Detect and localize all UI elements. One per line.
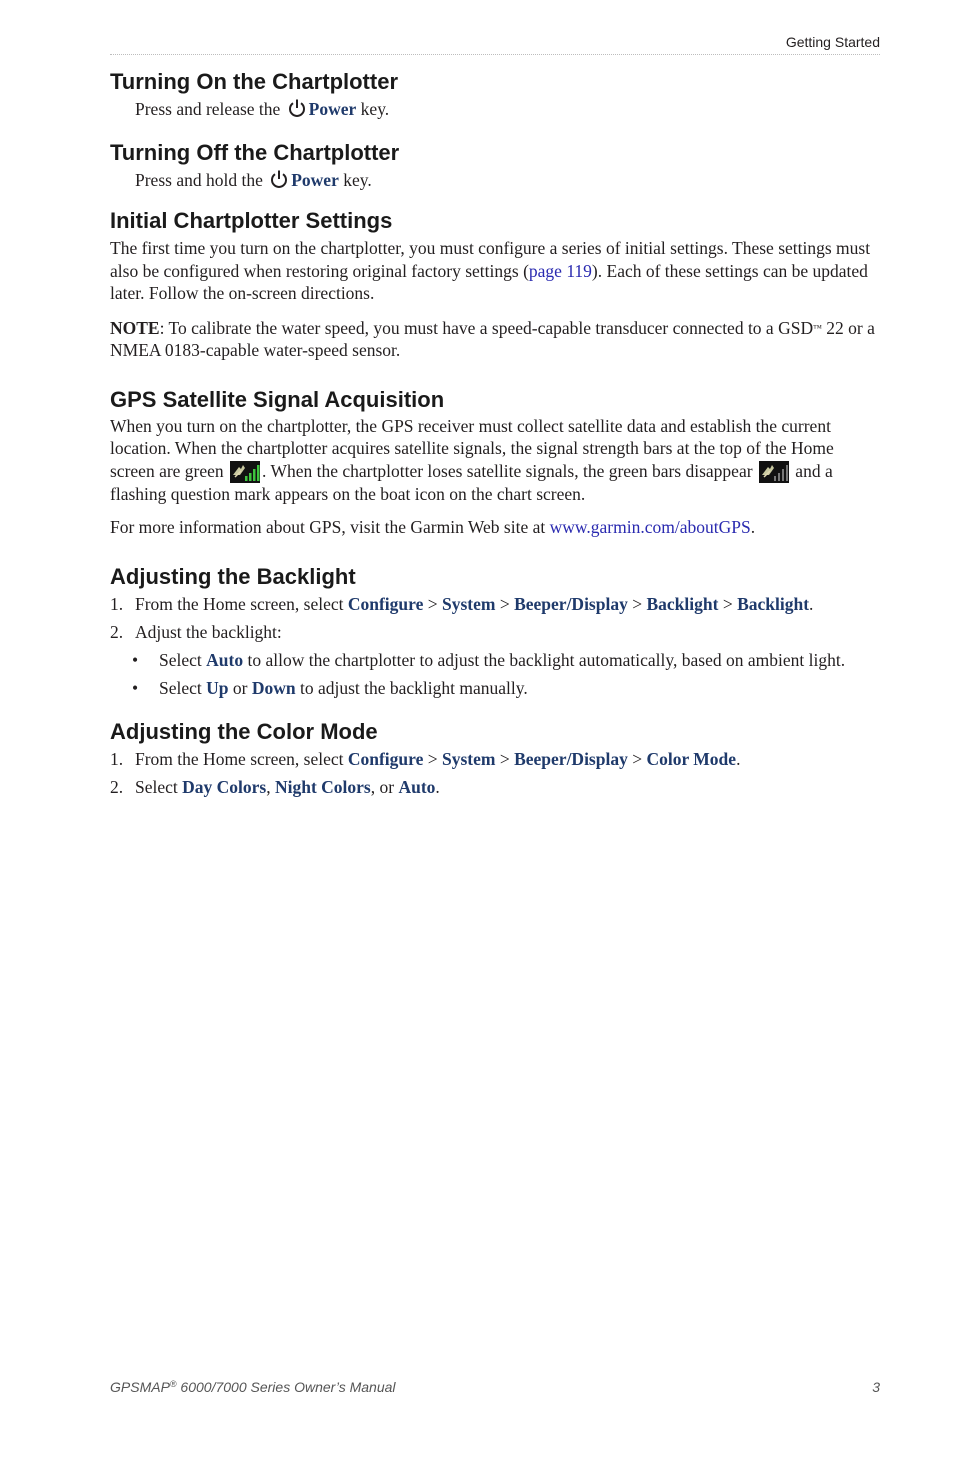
page-119-link[interactable]: page 119 [528, 260, 592, 281]
heading-color-mode: Adjusting the Color Mode [110, 719, 378, 744]
menu-system: System [442, 749, 496, 769]
option-day-colors: Day Colors [182, 777, 267, 797]
heading-initial-settings: Initial Chartplotter Settings [110, 208, 393, 233]
color-mode-steps [110, 748, 880, 799]
power-key: Power [308, 99, 357, 119]
backlight-option-manual: • Select Up or Down to adjust the backlight manually. [132, 677, 528, 698]
trademark-symbol: ™ [813, 322, 822, 333]
color-step-1: 1. From the Home screen, select Configure > System > Beeper/Display > Color Mode. [110, 749, 741, 769]
heading-backlight: Adjusting the Backlight [110, 563, 356, 589]
backlight-steps [110, 593, 880, 644]
gps-signal-lost-icon [759, 461, 789, 483]
menu-color-mode: Color Mode [646, 749, 737, 769]
power-icon [269, 169, 289, 189]
turning-off-text: Press and hold the Power key. [135, 169, 372, 190]
initial-settings-text: The first time you turn on the chartplotter, you must configure a series of initial settings. These settings must also be configured when restoring original factory settings (page 119). Each of these settings can be updated later. Follow the on-screen directions. [110, 238, 871, 303]
menu-configure: Configure [347, 749, 424, 769]
menu-system: System [442, 593, 496, 614]
heading-turning-on: Turning On the Chartplotter [110, 69, 399, 94]
manual-title: GPSMAP® 6000/7000 Series Owner’s Manual [110, 1379, 396, 1395]
page-header [110, 34, 880, 55]
calibration-note: NOTE: To calibrate the water speed, you must have a speed-capable transducer connected to a GSD™ 22 or a NMEA 0183-capable water-speed sensor. [110, 317, 875, 360]
option-auto: Auto [206, 649, 244, 670]
menu-backlight-option: Backlight [737, 593, 810, 614]
gps-signal-green-icon [230, 461, 260, 483]
menu-beeper-display: Beeper/Display [514, 593, 628, 614]
backlight-options [110, 649, 880, 700]
page-content [110, 68, 880, 804]
menu-backlight: Backlight [646, 593, 719, 614]
page-number: 3 [872, 1379, 880, 1395]
heading-turning-off: Turning Off the Chartplotter [110, 139, 400, 165]
gps-more-info: For more information about GPS, visit the Garmin Web site at www.garmin.com/aboutGPS. [110, 517, 756, 537]
option-down: Down [251, 677, 296, 698]
note-label: NOTE [110, 317, 160, 338]
color-step-2: 2. Select Day Colors, Night Colors, or Auto. [110, 777, 440, 797]
section-title: Getting Started [785, 34, 880, 50]
backlight-option-auto: • Select Auto to allow the chartplotter to adjust the backlight automatically, based on ambient light. [132, 649, 846, 670]
page-footer [110, 1379, 880, 1395]
menu-beeper-display: Beeper/Display [514, 749, 628, 769]
option-night-colors: Night Colors [274, 777, 371, 797]
menu-configure: Configure [347, 593, 424, 614]
heading-gps-acquisition: GPS Satellite Signal Acquisition [110, 386, 445, 412]
option-up: Up [206, 677, 229, 698]
garmin-gps-link[interactable]: www.garmin.com/aboutGPS [549, 517, 751, 537]
backlight-step-1: 1. From the Home screen, select Configure > System > Beeper/Display > Backlight > Backlight. [110, 593, 814, 614]
power-icon [287, 98, 307, 118]
option-auto-color: Auto [398, 777, 436, 797]
power-key: Power [291, 169, 339, 190]
turning-on-text: Press and release the Power key. [135, 99, 390, 119]
gps-acquisition-text: When you turn on the chartplotter, the GPS receiver must collect satellite data and establish the current location. When the chartplotter acquires satellite signals, the signal strength bars at the top of the Home screen are green . When the chartplotter loses satellite signals, the green bars disappear and a flashing question mark appears on the boat icon on the chart screen. [110, 415, 834, 504]
backlight-step-2: 2. Adjust the backlight: [110, 621, 282, 642]
